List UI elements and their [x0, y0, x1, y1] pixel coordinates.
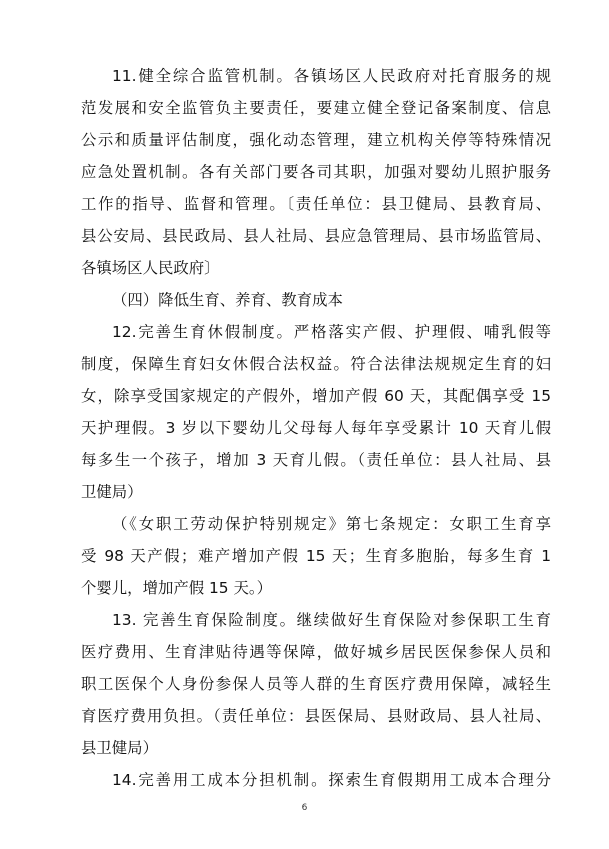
paragraph-11-line-3: 公示和质量评估制度，强化动态管理，建立机构关停等特殊情况: [81, 131, 551, 149]
paragraph-12-line-5: 每多生一个孩子，增加 3 天育儿假。（责任单位：县人社局、县: [81, 451, 551, 469]
paragraph-13-line-2: 医疗费用、生育津贴待遇等保障，做好城乡居民医保参保人员和: [81, 643, 551, 661]
paragraph-11-line-6: 县公安局、县民政局、县人社局、县应急管理局、县市场监管局、: [81, 227, 551, 245]
paragraph-12-line-6: 卫健局）: [81, 483, 143, 501]
paragraph-11-line-7: 各镇场区人民政府〕: [81, 259, 220, 277]
paragraph-11-line-5: 工作的指导、监督和管理。〔责任单位：县卫健局、县教育局、: [81, 195, 551, 213]
paragraph-13-line-1: 13. 完善生育保险制度。继续做好生育保险对参保职工生育: [112, 611, 551, 629]
paragraph-13-line-5: 县卫健局）: [81, 739, 158, 757]
section-heading: （四）降低生育、养育、教育成本: [112, 291, 343, 309]
paragraph-12-line-4: 天护理假。3 岁以下婴幼儿父母每人每年享受累计 10 天育儿假: [81, 419, 551, 437]
note-line-2: 受 98 天产假；难产增加产假 15 天；生育多胞胎，每多生育 1: [81, 547, 551, 565]
note-line-3: 个婴儿，增加产假 15 天。）: [81, 579, 272, 597]
paragraph-11-line-4: 应急处置机制。各有关部门要各司其职，加强对婴幼儿照护服务: [81, 163, 551, 181]
page-number: 6: [301, 803, 308, 813]
paragraph-12-line-1: 12.完善生育休假制度。严格落实产假、护理假、哺乳假等: [112, 323, 551, 341]
paragraph-14-line-1: 14.完善用工成本分担机制。探索生育假期用工成本合理分: [112, 771, 551, 789]
paragraph-12-line-2: 制度，保障生育妇女休假合法权益。符合法律法规规定生育的妇: [81, 355, 551, 373]
paragraph-12-line-3: 女，除享受国家规定的产假外，增加产假 60 天，其配偶享受 15: [81, 387, 551, 405]
paragraph-13-line-4: 育医疗费用负担。（责任单位：县医保局、县财政局、县人社局、: [81, 707, 551, 725]
paragraph-11-line-1: 11.健全综合监管机制。各镇场区人民政府对托育服务的规: [112, 67, 551, 85]
note-line-1: （《女职工劳动保护特别规定》第七条规定：女职工生育享: [112, 515, 551, 533]
paragraph-13-line-3: 职工医保个人身份参保人员等人群的生育医疗费用保障，减轻生: [81, 675, 551, 693]
paragraph-11-line-2: 范发展和安全监管负主要责任，要建立健全登记备案制度、信息: [81, 99, 551, 117]
